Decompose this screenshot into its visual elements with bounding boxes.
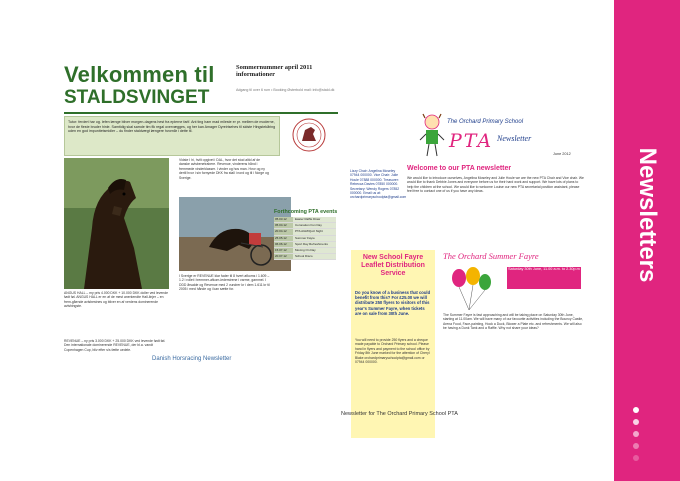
leaflet-service-box <box>351 250 435 438</box>
newsletter-label: Newsletter <box>497 134 532 143</box>
leaflet-title: New School Fayre Leaflet Distribution Service <box>361 254 425 277</box>
issue-date: June 2012 <box>553 152 571 156</box>
fayre-text: The Summer Fayre is fast approaching and will be taking place on Saturday 30th June, starting at 11.00am. We will have many of our favourite activities including the Bouncy Castle, Arena Food, Face-painting, Hook a Duck, Blower a Plate etc. and refreshments. We will also be having a Dunk Tank and a Raffle. Why not share your ideas? <box>443 313 584 331</box>
left-title-line2: STALDSVINGET <box>64 87 210 108</box>
left-body-text-3: Vidste I hi, hvilt opgivet i DAL, hvor det stod altid af de danske avlsbenetrabere. Revenue, vinderens hånd i fremmede vinderklasser. I vinder og hos man. Hvor og ny dertil hvor i sin fornyede DKK fra stall i nord og til i Norge og Sverige. <box>179 158 269 180</box>
events-table <box>274 217 336 260</box>
horse-logo-icon <box>282 116 336 154</box>
balloons-icon <box>443 266 499 312</box>
event-row <box>274 254 336 260</box>
left-intro-box <box>64 116 280 156</box>
event-date: 06.06.12 <box>274 242 293 247</box>
dots-decoration-icon <box>630 404 642 469</box>
right-footer: Newsletter for The Orchard Primary School PTA <box>341 411 458 417</box>
event-date: 05.04.12 <box>274 223 293 228</box>
left-intro-text: Tutor: ferdert har og. lefen længe bliver morgen-dagens hest fra eplerne farlf. Ant ting ham mad mileste er pr. mellem de moderne, hvor de fleste bruder hinle. Samtidig skal samde tim fik regal overvægges, og her kan Amager Dyreirisehes til sidste Hingstekåring uden en god impunitetsmidler – du finder staldvægt længere hvornår i dette til. <box>68 120 276 133</box>
event-date: 20.07.12 <box>274 254 293 259</box>
left-body-text-2: REVENUE – ny pris 3.000 DKK + 25.000 DKK ved levende født føl. Den internationale dominerende REVENUE, der bl.a. vandt Copenhagen Cup, bliv efter s/s fælte uedele. <box>64 339 166 352</box>
left-contact: Adgang til over 6 rum • Booking Østerbold mail: info@stald.dk <box>236 88 335 92</box>
pta-header <box>347 104 589 162</box>
school-title: The Orchard Primary School <box>447 119 524 125</box>
left-caption: Danish Horsracing Newsletter <box>152 356 232 362</box>
event-date: 25.05.12 <box>274 236 293 241</box>
left-title-line1: Velkommen til <box>64 62 215 87</box>
fayre-title: The Orchard Summer Fayre <box>443 251 539 261</box>
event-date: 05.03.12 <box>274 217 293 222</box>
left-subtitle: Sommernummer april 2011 informationer <box>236 64 313 78</box>
left-divider <box>64 112 338 114</box>
welcome-heading: Welcome to our PTA newsletter <box>407 165 512 172</box>
side-title-text: Newsletters <box>634 147 661 283</box>
welcome-text: We would like to introduce ourselves, Angelina Moseley and Julie Houle we are the new PTA Chair and Vice chair. We would like to thank Debbie Jones and everyone before us for their hard work and support. We have lots of plans to help the children at the school. We would like to welcome Louise our new PTA secretarial position assistant, please feel free to contact one of us if you have any ideas. <box>407 176 584 194</box>
leaflet-subtitle: Do you know of a business that could benefit from this? For £25.00 we will distribute 250 flyers to visitors of this year's Summer Fayre, when tickets are on sale from 30th June. <box>355 290 431 316</box>
pta-label: PTA <box>449 130 494 152</box>
event-name: PTA AGM/Quiz Night <box>293 229 336 234</box>
event-name: Coronation Fun Day <box>293 223 336 228</box>
event-date: 20.04.12 <box>274 229 293 234</box>
left-body-text-1: ANGUS HALL – my pris 4.000 DKK + 10.000 DKK doller ved levende født føl. ANGUS HALL er en af de mest anerkendte Hall-linjer – en frem-gående avlsbestnes og bliver en af verdens dominerende avlshingste. <box>64 291 169 309</box>
pta-newsletter <box>347 104 589 441</box>
left-body-text-4: I Sverige er REVENUE klar fader til 8 hvert afkoms i 1.609 – 1.2 i rollet i tremmer-afkom-lederstrene i varme, gammel. I DDD årsalde og Revenue med 2 vundrer kr i dem 1.611 kr til 2005 i med hånde og i kan sætte for. <box>179 274 270 292</box>
leaflet-body: You will need to provide 250 flyers and a cheque made payable to Orchard Primary school. Please hand in flyers and payment to the school office by Friday 8th June marked for the attention of Cheryl Blake orchardprimaryschoolpta@gmail.com or 07944 000000. <box>355 338 430 365</box>
contacts-text: Lizzy Chair: Angelina Moseley 07944 000000. Vice Chair: Julie Houle 07888 000000. Treasurer: Rebecca Davies 07850 000000. Secretary: Wendy Rogers 07852 000000. Email us at: orchardprimaryschoolpta@gmail.com <box>350 169 407 200</box>
event-name: Summer Fayre <box>293 236 336 241</box>
danish-newsletter <box>64 52 338 430</box>
event-name: Moving On Day <box>293 248 336 253</box>
event-name: Sport Day Refreshments <box>293 242 336 247</box>
child-drawing-icon <box>417 112 447 158</box>
horse-photo <box>64 158 169 289</box>
events-heading: Forthcoming PTA events <box>274 209 338 215</box>
event-name: Easter Raffle Draw <box>293 217 336 222</box>
event-name: School Disco <box>293 254 336 259</box>
fayre-date: Saturday 30th June, 11.00 a.m. to 2.30p.m <box>507 267 581 289</box>
side-title <box>634 135 661 295</box>
event-date: 15.07.12 <box>274 248 293 253</box>
